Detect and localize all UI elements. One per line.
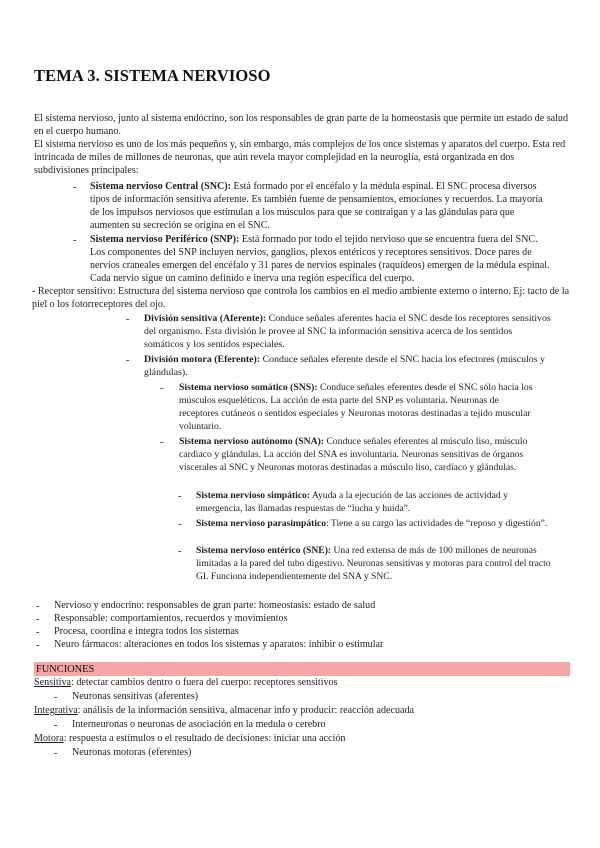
list-item-snp bbox=[90, 234, 550, 286]
bullet-dash: - bbox=[126, 355, 130, 366]
funcion-text: : análisis de la información sensitiva, almacenar info y producir: reacción adecuada bbox=[77, 705, 415, 716]
funcion-text: : respuesta a estímulos o el resultado de decisiones: iniciar una acción bbox=[63, 733, 346, 744]
list-item-snc bbox=[90, 181, 550, 233]
receptor-paragraph: - Receptor sensitivo: Estructura del sistema nervioso que controla los cambios en el medio ambiente externo o interno. Ej: tacto de la piel o los fotorreceptores del ojo. bbox=[32, 286, 570, 310]
bullet-dash: - bbox=[160, 383, 164, 394]
division-motora-heading: División motora (Eferente): bbox=[144, 354, 261, 365]
division-motora-text: Conduce señales eferente desde el SNC hacia los efectores (músculos y glándulas). bbox=[144, 354, 545, 378]
list-item-division-motora bbox=[144, 354, 552, 380]
funcion-label: Sensitiva bbox=[34, 677, 72, 688]
sns-text: Conduce señales eferentes desde el SNC sólo hacia los músculos esqueléticos. La acción de esta parte del SNP es voluntaria. Neuronas de receptores cutáneos o sentidos especiales y Neuronas motoras destinadas a tejido muscular voluntario. bbox=[179, 382, 533, 432]
sna-text: Conduce señales eferentes al músculo liso, músculo cardiaco y glándulas. La acción del SNA es involuntaria. Neuronas sensitivas de órganos viscerales al SNC y Neuronas motoras destinadas a músculo liso, cardíaco y glándulas. bbox=[179, 436, 528, 473]
funciones-highlight-bar bbox=[34, 662, 570, 676]
bullet-dash: - bbox=[126, 314, 130, 325]
snp-text: Está formado por todo el tejido nervioso que se encuentra fuera del SNC. Los componentes del SNP incluyen nervios, ganglios, plexos entéricos y receptores sensitivos. Doce pares de nervios craneales emergen del encéfalo y 31 pares de nervios espinales (raquídeos) emergen de la médula espinal. Cada nervio sigue un camino definido e inerva una región específica del cuerpo. bbox=[90, 234, 550, 284]
bullet-dash: - bbox=[36, 614, 40, 625]
funcion-sub-item: Neuronas sensitivas (aferentes) bbox=[72, 691, 199, 702]
list-item-division-sensitiva bbox=[144, 313, 552, 352]
snc-text: Está formado por el encéfalo y la médula espinal. El SNC procesa diversos tipos de información sensitiva aferente. Es también fuente de pensamientos, emociones y recuerdos. La mayoría de los impulsos nerviosos que estimulan a los músculos para que se contraigan y a las glándulas para que aumenten su secreción se origina en el SNC. bbox=[90, 181, 543, 231]
summary-item: Neuro fármacos: alteraciones en todos los sistemas y aparatos: inhibir o estimular bbox=[54, 639, 384, 650]
page-title: TEMA 3. SISTEMA NERVIOSO bbox=[34, 66, 271, 85]
funciones-heading: FUNCIONES bbox=[36, 664, 95, 675]
parasimpatico-heading: Sistema nervioso parasimpático bbox=[196, 518, 327, 529]
list-item-sns bbox=[179, 382, 539, 434]
list-item-enterico bbox=[196, 545, 558, 584]
enterico-text: Una red extensa de más de 100 millones de neuronas limitadas a la pared del tubo digestivo. Neuronas sensitivas y motoras para control del tracto GI. Funciona independientemente del SNA y SNC. bbox=[196, 545, 551, 582]
funcion-integrativa bbox=[34, 705, 574, 718]
funcion-motora bbox=[34, 733, 574, 746]
summary-item: Responsable: comportamientos, recuerdos y movimientos bbox=[54, 613, 288, 624]
funcion-sub-item: Neuronas motoras (eferentes) bbox=[72, 747, 192, 758]
snc-heading: Sistema nervioso Central (SNC): bbox=[90, 181, 232, 192]
simpatico-text: Ayuda a la ejecución de las acciones de actividad y emergencia, las llamadas respuestas de “lucha y huida”. bbox=[196, 490, 508, 514]
summary-item: Nervioso y endocrino: responsables de gran parte: homeostasis: estado de salud bbox=[54, 600, 376, 611]
sns-heading: Sistema nervioso somático (SNS): bbox=[179, 382, 318, 393]
bullet-dash: - bbox=[36, 640, 40, 651]
parasimpatico-text: : Tiene a su cargo las actividades de “reposo y digestión”. bbox=[326, 518, 548, 529]
simpatico-heading: Sistema nervioso simpático: bbox=[196, 490, 311, 501]
funcion-label: Integrativa bbox=[34, 705, 78, 716]
bullet-dash: - bbox=[178, 546, 182, 557]
summary-item: Procesa, coordina e integra todos los sistemas bbox=[54, 626, 239, 637]
bullet-dash: - bbox=[73, 182, 77, 193]
funcion-text: : detectar cambios dentro o fuera del cuerpo: receptores sensitivos bbox=[71, 677, 338, 688]
division-sensitiva-heading: División sensitiva (Aferente): bbox=[144, 313, 267, 324]
list-item-parasimpatico bbox=[196, 518, 556, 531]
bullet-dash: - bbox=[178, 491, 182, 502]
funcion-sub-item: Interneuronas o neuronas de asociación en la medula o cerebro bbox=[72, 719, 326, 730]
list-item-sna bbox=[179, 436, 539, 475]
intro-paragraph-2: El sistema nervioso es uno de los más pequeños y, sin embargo, más complejos de los once sistemas y aparatos del cuerpo. Esta red intrincada de miles de millones de neuronas, que aún revela mayor complejidad en la neuroglía, está organizada en dos subdivisiones principales: bbox=[34, 139, 566, 176]
bullet-dash: - bbox=[73, 235, 77, 246]
bullet-dash: - bbox=[160, 437, 164, 448]
bullet-dash: - bbox=[54, 748, 58, 759]
snp-heading: Sistema nervioso Periférico (SNP): bbox=[90, 234, 240, 245]
bullet-dash: - bbox=[36, 627, 40, 638]
division-sensitiva-text: Conduce señales aferentes hacia el SNC desde los receptores sensitivos del organismo. Esta división le provee al SNC la información sensitiva acerca de los sentidos somáticos y los sentidos especiales. bbox=[144, 313, 551, 350]
bullet-dash: - bbox=[54, 692, 58, 703]
funcion-sensitiva bbox=[34, 677, 574, 690]
list-item-simpatico bbox=[196, 490, 556, 516]
bullet-dash: - bbox=[54, 720, 58, 731]
intro-paragraph-1: El sistema nervioso, junto al sistema endócrino, son los responsables de gran parte de la homeostasis que permite un estado de salud en el cuerpo humano. bbox=[34, 113, 569, 137]
funcion-label: Motora bbox=[34, 733, 64, 744]
bullet-dash: - bbox=[36, 601, 40, 612]
enterico-heading: Sistema nervioso entérico (SNE): bbox=[196, 545, 332, 556]
bullet-dash: - bbox=[178, 519, 182, 530]
sna-heading: Sistema nervioso autónomo (SNA): bbox=[179, 436, 325, 447]
